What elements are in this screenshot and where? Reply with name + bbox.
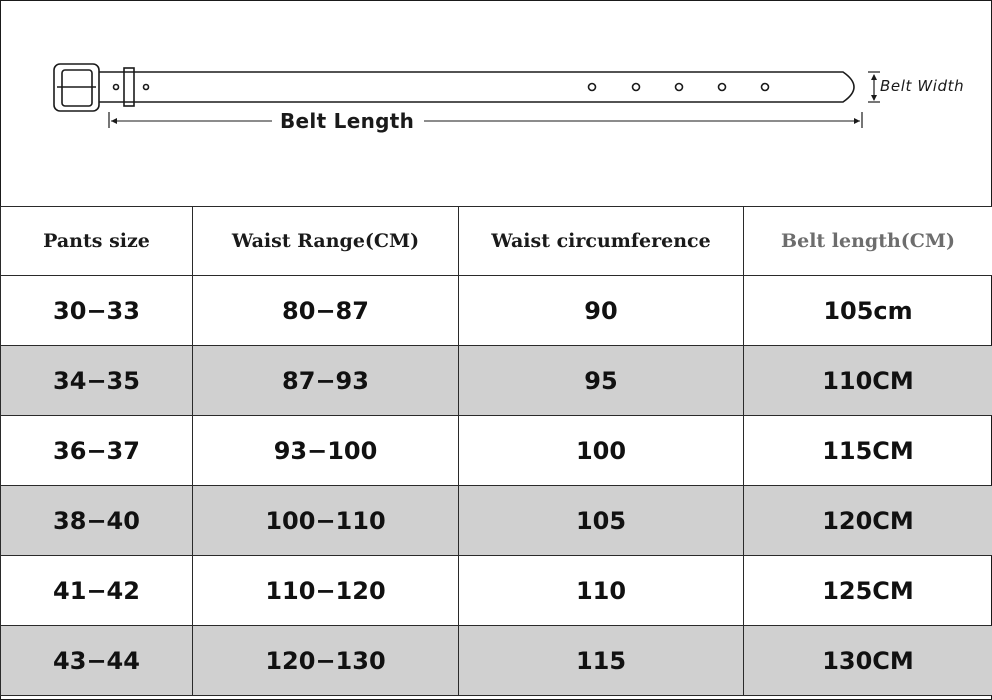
belt-strap <box>99 72 854 102</box>
table-row <box>1 416 992 486</box>
cell-belt-length: 110CM <box>744 346 992 416</box>
size-chart-table <box>0 206 992 696</box>
cell-pants-size: 41−42 <box>1 556 193 626</box>
arrow-down-icon <box>871 95 877 101</box>
table-row <box>1 556 992 626</box>
arrow-up-icon <box>871 74 877 80</box>
header-waist-circumference: Waist circumference <box>459 207 744 276</box>
header-pants-size: Pants size <box>1 207 193 276</box>
belt-width-label: Belt Width <box>880 77 965 95</box>
cell-pants-size: 43−44 <box>1 626 193 696</box>
belt-hole <box>633 84 640 91</box>
belt-hole <box>762 84 769 91</box>
cell-pants-size: 34−35 <box>1 346 193 416</box>
belt-hole <box>676 84 683 91</box>
cell-waist-circumference: 110 <box>459 556 744 626</box>
cell-waist-circumference: 95 <box>459 346 744 416</box>
cell-waist-range: 120−130 <box>193 626 459 696</box>
cell-belt-length: 120CM <box>744 486 992 556</box>
cell-belt-length: 115CM <box>744 416 992 486</box>
cell-belt-length: 105cm <box>744 276 992 346</box>
belt-hole <box>589 84 596 91</box>
rivet <box>144 85 149 90</box>
cell-pants-size: 38−40 <box>1 486 193 556</box>
belt-illustration <box>0 0 992 206</box>
cell-waist-range: 110−120 <box>193 556 459 626</box>
cell-pants-size: 30−33 <box>1 276 193 346</box>
arrow-left-icon <box>111 118 117 124</box>
table-row <box>1 626 992 696</box>
cell-waist-circumference: 115 <box>459 626 744 696</box>
cell-waist-circumference: 90 <box>459 276 744 346</box>
header-belt-length: Belt length(CM) <box>744 207 992 276</box>
cell-waist-circumference: 100 <box>459 416 744 486</box>
cell-waist-range: 87−93 <box>193 346 459 416</box>
rivet <box>114 85 119 90</box>
belt-hole <box>719 84 726 91</box>
cell-belt-length: 125CM <box>744 556 992 626</box>
header-waist-range: Waist Range(CM) <box>193 207 459 276</box>
table-header-row <box>1 207 992 276</box>
cell-belt-length: 130CM <box>744 626 992 696</box>
table-row <box>1 486 992 556</box>
belt-diagram <box>0 0 992 206</box>
arrow-right-icon <box>854 118 860 124</box>
cell-waist-circumference: 105 <box>459 486 744 556</box>
belt-length-label: Belt Length <box>280 109 415 133</box>
table-row <box>1 276 992 346</box>
buckle-inner <box>62 70 92 106</box>
table-row <box>1 346 992 416</box>
cell-waist-range: 80−87 <box>193 276 459 346</box>
cell-waist-range: 100−110 <box>193 486 459 556</box>
belt-keeper <box>124 68 134 106</box>
cell-pants-size: 36−37 <box>1 416 193 486</box>
cell-waist-range: 93−100 <box>193 416 459 486</box>
